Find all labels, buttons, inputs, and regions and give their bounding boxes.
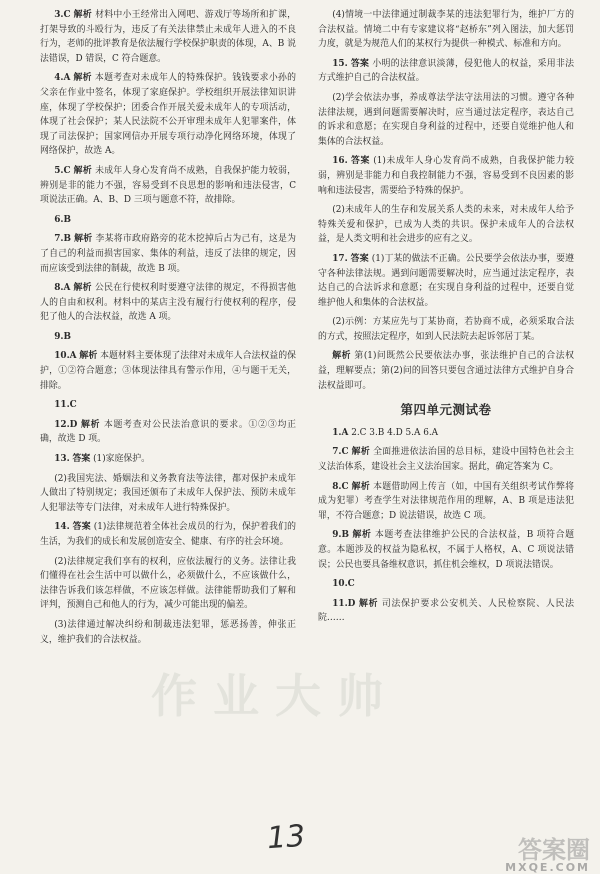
answer-tag: 解析 <box>73 10 92 20</box>
answer-item <box>318 480 574 524</box>
question-number: 5.C <box>54 165 71 176</box>
answer-tag: 答案 <box>350 253 369 264</box>
answer-tag: 解析 <box>73 283 92 294</box>
answer-text: (1)未成年人身心发育尚不成熟，自我保护能力较弱，辨别是非能力和自我控制能力不强，容易受到不良因素的影响和违法侵害，需要给予特殊的保护。 <box>318 156 574 196</box>
answer-item <box>318 91 574 149</box>
answer-item <box>318 597 574 626</box>
question-number: 3.C <box>54 10 71 20</box>
answer-item <box>40 281 296 325</box>
answer-item <box>40 164 296 208</box>
answer-item <box>318 528 574 572</box>
answer-item <box>318 8 574 52</box>
answer-item <box>40 349 296 393</box>
answer-item <box>40 330 296 345</box>
unit-test-answers <box>318 426 574 626</box>
question-number: 15. <box>332 58 348 69</box>
answer-text: 本题考查法律维护公民的合法权益，B 项符合题意。本题涉及的权益为隐私权，不属于人格权，A、C 项说法错误；公民也要具备维权意识，抓住机会维权，D 项说法错误。 <box>318 530 574 570</box>
answer-text: (2)示例：方某应先与丁某协商，若协商不成，必须采取合法的方式，按照法定程序，如到人民法院去起诉邻居丁某。 <box>318 317 574 342</box>
answer-text: 本题借助网上传言（如，中国有关组织考试作弊将成为犯罪）考查学生对法律规范作用的理解，A、B 项是违法犯罪，不符合题意；D 说法错误，故选 C 项。 <box>318 481 574 521</box>
answer-item <box>318 445 574 474</box>
watermark-url: MXQE.COM <box>505 861 590 874</box>
answer-text: (3)法律通过解决纠纷和制裁违法犯罪，惩恶扬善，伸张正义，维护我们的合法权益。 <box>40 619 296 645</box>
site-watermark <box>300 830 590 874</box>
answer-text: (2)法律规定我们享有的权利，应依法履行的义务。法律让我们懂得在社会生活中可以做什么，必须做什么，不应该做什么，法律告诉我们该怎样做，不应该怎样做。法律能帮助我们了解和评判，预测自己和他人的行为，减少可能出现的偏差。 <box>40 556 296 611</box>
answer-text: 2.C 3.B 4.D 5.A 6.A <box>351 427 439 438</box>
answer-item <box>318 252 574 310</box>
answer-tag: 答案 <box>351 156 370 167</box>
answer-text: 本题考查对未成年人的特殊保护。钱钱要求小孙的父亲在作业中签名，体现了家庭保护。学校组织开展法律知识讲座，体现了学校保护；团委合作开展关爱未成年人的专项活动，体现了社会保护；某人民法院不公开审理未成年人犯罪案件，体现了司法保护；国家网信办开展专项行动净化网络环境，体现了网络保护，故选 A。 <box>40 73 297 157</box>
left-column <box>40 8 296 652</box>
answer-text: (4)情境一中法律通过制裁李某的违法犯罪行为，维护厂方的合法权益。情境二中有专家建议将“赵桥东”列入图法，加大惩罚力度，就是为规范人们的某权行为提供一种模式、标准和方向。 <box>318 10 574 50</box>
answer-tag: 解析 <box>358 598 379 609</box>
answer-text: 小明的法律意识淡薄，侵犯他人的权益，采用非法方式维护自己的合法权益。 <box>318 58 575 84</box>
question-number: 6.B <box>54 214 72 225</box>
answer-item <box>318 315 574 344</box>
answer-tag: 解析 <box>80 419 101 430</box>
answer-item <box>40 555 296 613</box>
answer-text: (1)丁某的做法不正确。公民要学会依法办事，要遵守各种法律法规。遇到问题需要解决时，应当通过法定程序，表达自己的合法诉求和意愿；在实现自身利益的过程中，还要自觉维护他人和集体的合法权益。 <box>318 253 574 308</box>
answer-text: 司法保护要求公安机关、人民检察院、人民法院…… <box>318 598 574 624</box>
question-number: 8.A <box>54 283 71 294</box>
answer-item <box>40 618 296 647</box>
answer-item <box>40 71 296 159</box>
answer-text: 本题考查对公民法治意识的要求。①②③均正确，故选 D 项。 <box>40 419 296 445</box>
answer-item <box>40 452 296 467</box>
question-number: 13. <box>54 454 70 465</box>
answer-item <box>318 154 574 198</box>
section-title: 第四单元测试卷 <box>400 402 492 418</box>
answer-item <box>318 426 574 441</box>
answer-text: (2)我国宪法、婚姻法和义务教育法等法律，都对保护未成年人做出了特别规定；我国还颁布了未成年人保护法、预防未成年人犯罪法等专门法律，对未成年人进行特殊保护。 <box>40 473 296 513</box>
answer-text: 第(1)问既然公民要依法办事，张法维护自己的合法权益，理解要点；第(2)问的回答只要包含通过法律方式维护自身合法权益即可。 <box>318 351 574 391</box>
answer-item <box>40 213 296 228</box>
answer-tag: 解析 <box>332 351 352 362</box>
question-number: 12.D <box>54 419 78 430</box>
answer-text: 全面推进依法治国的总目标，建设中国特色社会主义法治体系，建设社会主义法治国家。据此，确定答案为 C。 <box>318 447 574 473</box>
answer-tag: 解析 <box>351 447 370 458</box>
answer-text: 公民在行使权利时要遵守法律的规定，不得损害他人的自由和权利。材料中的某店主没有履行行使权利的程序，侵犯了他人的合法权益，故选 A 项。 <box>40 283 297 323</box>
watermark-logo-text: 答案圈 <box>518 836 590 864</box>
answer-item <box>318 57 574 86</box>
question-number: 8.C <box>332 481 349 492</box>
right-column <box>318 8 574 631</box>
answer-tag: 解析 <box>73 165 92 176</box>
stamp-watermark: 作业大帅 <box>151 669 399 723</box>
right-answers <box>318 8 574 393</box>
question-number: 11.D <box>332 598 356 609</box>
answer-tag: 解析 <box>352 530 372 541</box>
question-number: 10.A <box>54 351 77 362</box>
answer-text: 材料中小王经常出入网吧、游戏厅等场所和扩课，打架导致的斗殴行为，违反了有关法律禁止未成年人进入的不良行为，老师的批评教育是依法履行学校保护职责的体现，A、B 说法错误，D 错误，C 符合题意。 <box>40 10 296 64</box>
question-number: 11.C <box>54 400 77 411</box>
question-number: 7.C <box>332 447 349 458</box>
answer-tag: 解析 <box>351 481 370 492</box>
answer-text: (1)法律规范着全体社会成员的行为，保护着我们的生活，为我们的成长和发展创造安全、健康、有序的社会环境。 <box>40 522 296 547</box>
answer-text: (1)家庭保护。 <box>93 454 151 465</box>
answer-text: 李某将市政府路旁的花木挖掉后占为己有，这是为了自己的利益而损害国家、集体的利益，违反了法律的规定，因而应该受到法律的制裁，故选 B 项。 <box>40 234 297 274</box>
answer-tag: 答案 <box>72 454 91 465</box>
question-number: 4.A <box>54 73 71 84</box>
answer-item <box>40 8 296 66</box>
question-number: 9.B <box>54 331 72 342</box>
question-number: 17. <box>332 253 348 264</box>
question-number: 1.A <box>332 427 349 438</box>
question-number: 10.C <box>332 579 355 590</box>
answer-item <box>318 203 574 247</box>
question-number: 14. <box>54 522 70 533</box>
answer-item <box>318 349 574 393</box>
question-number: 9.B <box>332 530 350 541</box>
answer-tag: 解析 <box>79 351 98 362</box>
answer-item <box>318 577 574 592</box>
answer-item <box>40 418 296 447</box>
answer-tag: 解析 <box>74 234 93 245</box>
answer-text: 本题材料主要体现了法律对未成年人合法权益的保护，①②符合题意；③体现法律具有警示作用，④与题干无关，排除。 <box>40 351 296 391</box>
answer-tag: 答案 <box>350 58 370 69</box>
answer-text: 未成年人身心发育尚不成熟，自我保护能力较弱，辨别是非的能力不强，容易受到不良思想的影响和违法侵害，C 项说法正确。A、B、D 三项与题意不符，故排除。 <box>40 165 296 206</box>
answer-tag: 答案 <box>72 522 91 533</box>
answer-item <box>40 232 296 276</box>
question-number: 7.B <box>54 234 72 245</box>
answer-text: (2)学会依法办事，养成尊法学法守法用法的习惯。遵守各种法律法规，遇到问题需要解决时，应当通过法定程序，表达自己的诉求和意愿；在实现自身利益的过程中，还要自觉维护他人和集体的合法权益。 <box>318 92 574 147</box>
answer-tag: 解析 <box>73 73 92 84</box>
answer-item <box>40 398 296 413</box>
answer-item <box>40 472 296 516</box>
question-number: 16. <box>332 156 348 167</box>
page-number: 13 <box>265 818 307 857</box>
answer-item <box>40 520 296 549</box>
answer-text: (2)未成年人的生存和发展关系人类的未来，对未成年人给予特殊关爱和保护，已成为人类的共识。保护未成年人的合法权益，是人类文明和社会进步的应有之义。 <box>318 205 574 245</box>
